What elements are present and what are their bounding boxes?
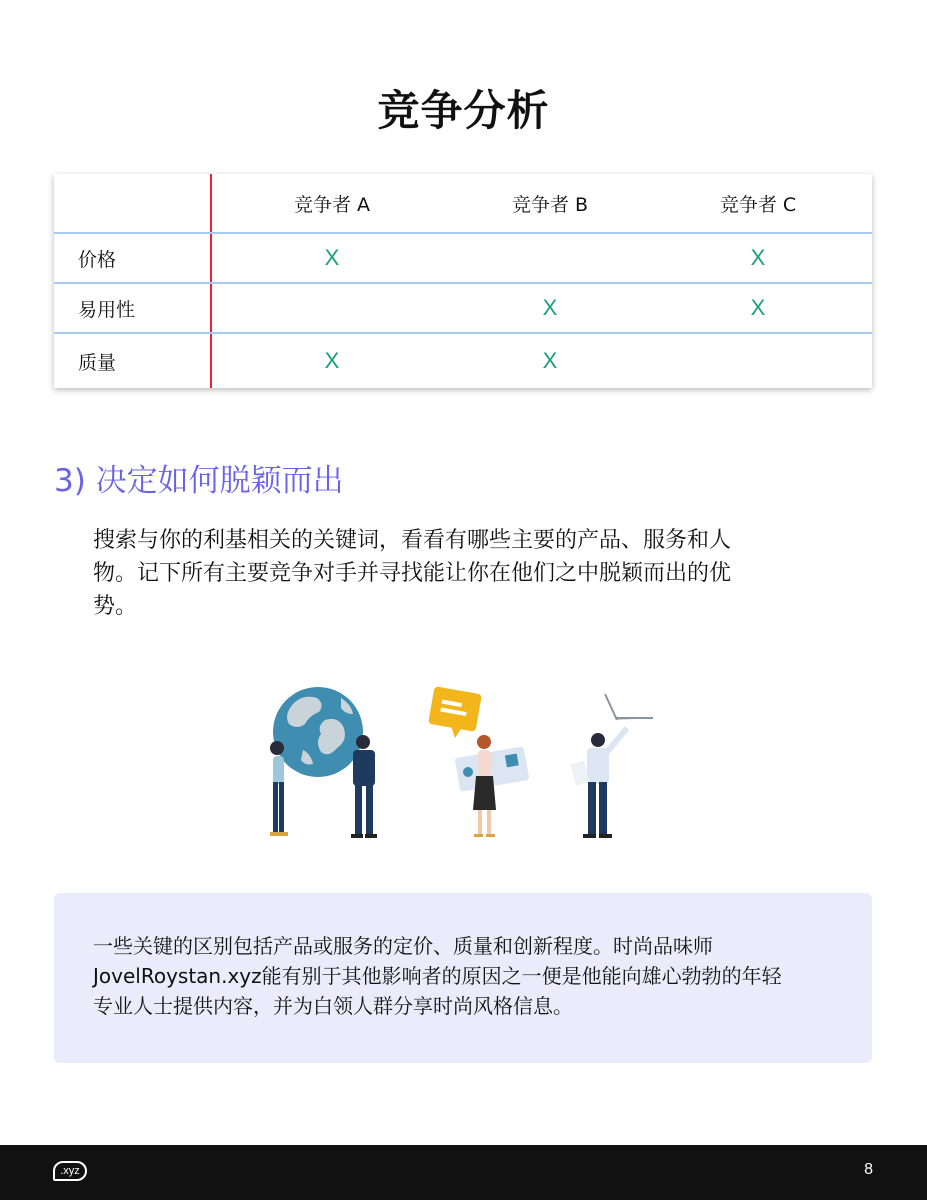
header-competitor-a: 竞争者 A bbox=[293, 193, 371, 216]
chat-bubble-icon bbox=[428, 686, 482, 738]
comparison-table bbox=[54, 174, 872, 388]
check-mark: X bbox=[324, 245, 340, 270]
woman-figure bbox=[473, 735, 496, 837]
laptop-icon bbox=[605, 694, 653, 720]
brand-logo: .xyz bbox=[53, 1161, 87, 1181]
check-mark: X bbox=[542, 295, 558, 320]
row-label-usability: 易用性 bbox=[78, 298, 136, 321]
table-header-row bbox=[54, 174, 872, 232]
page-number: 8 bbox=[864, 1161, 873, 1178]
table-row bbox=[54, 334, 872, 388]
globe-icon bbox=[273, 687, 363, 777]
note-text bbox=[93, 931, 833, 1021]
check-mark: X bbox=[324, 348, 340, 373]
man-figure bbox=[570, 728, 627, 838]
body-line: 物。记下所有主要竞争对手并寻找能让你在他们之中脱颖而出的优 bbox=[93, 561, 732, 586]
row-label-quality: 质量 bbox=[78, 351, 117, 374]
page-title: 竞争分析 bbox=[377, 86, 550, 135]
note-line: 专业人士提供内容，并为白领人群分享时尚风格信息。 bbox=[93, 994, 573, 1018]
note-line: 一些关键的区别包括产品或服务的定价、质量和创新程度。时尚品味师 bbox=[93, 934, 713, 958]
people-illustration bbox=[255, 680, 675, 850]
highlight-note bbox=[54, 893, 872, 1063]
note-line: JovelRoystan.xyz能有别于其他影响者的原因之一便是他能向雄心勃勃的年轻 bbox=[93, 964, 782, 988]
check-mark: X bbox=[750, 245, 766, 270]
check-mark: X bbox=[542, 348, 558, 373]
section-heading: 3) 决定如何脱颖而出 bbox=[54, 463, 344, 499]
table-row bbox=[54, 284, 872, 332]
body-line: 势。 bbox=[93, 594, 138, 619]
header-competitor-b: 竞争者 B bbox=[511, 193, 589, 216]
row-label-price: 价格 bbox=[78, 248, 117, 271]
page-footer bbox=[0, 1145, 927, 1200]
check-mark: X bbox=[750, 295, 766, 320]
table-row bbox=[54, 234, 872, 282]
body-line: 搜索与你的利基相关的关键词，看看有哪些主要的产品、服务和人 bbox=[93, 528, 732, 553]
section-body bbox=[93, 524, 813, 623]
header-competitor-c: 竞争者 C bbox=[719, 193, 797, 216]
